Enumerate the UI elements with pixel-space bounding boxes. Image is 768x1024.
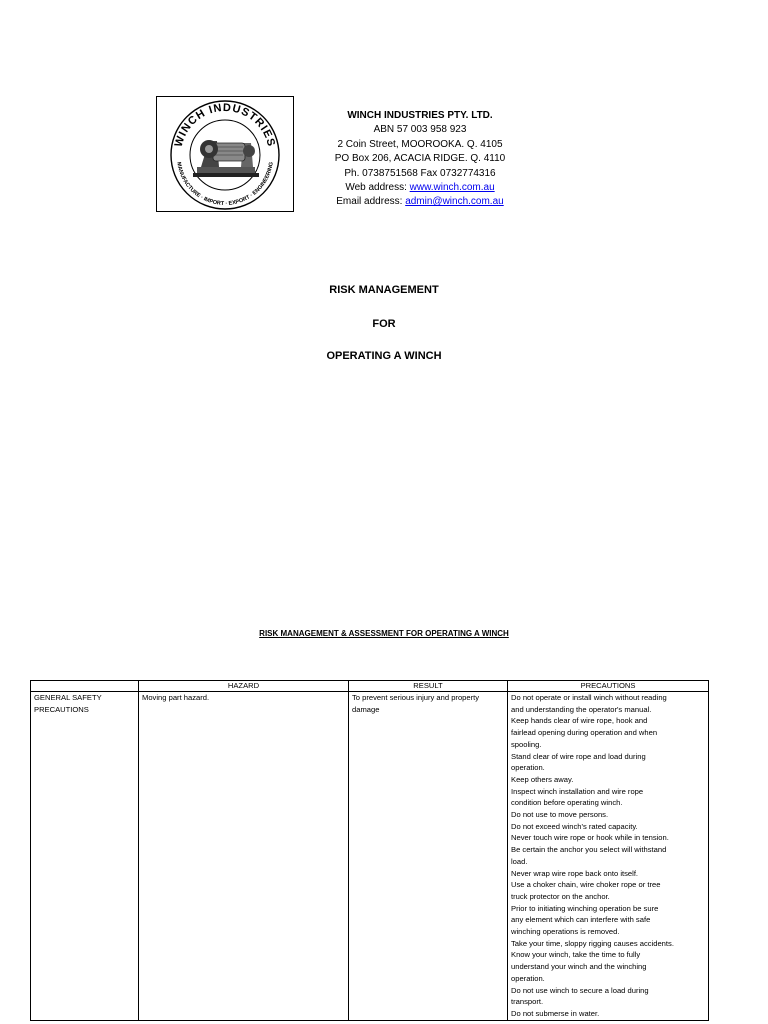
precaution-line: transport. [511, 997, 544, 1007]
precaution-line: condition before operating winch. [511, 798, 623, 808]
precaution-line: spooling. [511, 739, 542, 749]
company-phone: Ph. 0738751568 Fax 0732774316 [344, 167, 496, 179]
company-name: WINCH INDUSTRIES PTY. LTD. [347, 110, 493, 121]
precaution-line: Stand clear of wire rope and load during [511, 751, 646, 761]
precaution-line: Keep hands clear of wire rope, hook and [511, 716, 648, 726]
precaution-line: Do not submerse in water. [511, 1008, 600, 1018]
precaution-line: Be certain the anchor you select will withstand [511, 845, 667, 855]
logo-ring-text-bottom: MANUFACTURE · IMPORT · EXPORT · ENGINEERING [175, 161, 275, 208]
logo-ring-text-top: WINCH INDUSTRIES [172, 101, 278, 149]
precaution-line: fairlead opening during operation and when [511, 728, 658, 738]
title-line-3: OPERATING A WINCH [326, 350, 442, 362]
risk-table [30, 680, 709, 1021]
precaution-line: Prior to initiating winching operation be sure [511, 903, 659, 913]
web-link[interactable]: www.winch.com.au [409, 182, 495, 194]
row-hazard: Moving part hazard. [139, 692, 349, 1021]
company-web [320, 181, 520, 195]
precaution-line: Keep others away. [511, 774, 574, 784]
precaution-line: winching operations is removed. [511, 927, 620, 937]
precaution-line: operation. [511, 763, 545, 773]
precaution-line: load. [511, 856, 528, 866]
precaution-line: operation. [511, 973, 545, 983]
precaution-line: Never wrap wire rope back onto itself. [511, 868, 639, 878]
email-label: Email address: [336, 196, 406, 208]
header-category [31, 681, 139, 692]
precaution-line: Do not use winch to secure a load during [511, 985, 649, 995]
precaution-line: and understanding the operator's manual. [511, 704, 652, 714]
table-header-row [31, 681, 709, 692]
winch-logo-icon [157, 97, 293, 211]
title-line-2: FOR [372, 318, 396, 330]
company-email [320, 195, 520, 209]
precaution-line: Do not exceed winch's rated capacity. [511, 821, 638, 831]
precaution-line: Do not operate or install winch without reading [511, 693, 667, 702]
company-street: 2 Coin Street, MOOROOKA. Q. 4105 [337, 138, 503, 150]
precaution-line: Use a choker chain, wire choker rope or tree [511, 880, 661, 890]
email-link[interactable]: admin@winch.com.au [405, 196, 504, 208]
precaution-line: Know your winch, take the time to fully [511, 950, 641, 960]
winch-drawing [193, 140, 259, 177]
precaution-line: Inspect winch installation and wire rope [511, 786, 644, 796]
precaution-line: Never touch wire rope or hook while in tension. [511, 833, 669, 843]
precaution-line: Do not use to move persons. [511, 810, 609, 820]
company-abn: ABN 57 003 958 923 [373, 124, 467, 136]
precaution-line: any element which can interfere with safe [511, 915, 651, 925]
header-hazard: HAZARD [139, 681, 349, 692]
company-details [320, 109, 520, 210]
assessment-title: RISK MANAGEMENT & ASSESSMENT FOR OPERATING A WINCH [259, 629, 509, 638]
company-po-box: PO Box 206, ACACIA RIDGE. Q. 4110 [334, 153, 506, 165]
precaution-line: understand your winch and the winching [511, 962, 647, 972]
web-label: Web address: [345, 182, 410, 194]
header-precautions: PRECAUTIONS [508, 681, 709, 692]
precaution-line: Take your time, sloppy rigging causes accidents. [511, 938, 674, 948]
precaution-line: truck protector on the anchor. [511, 891, 610, 901]
row-precautions [508, 692, 709, 1021]
row-category: GENERAL SAFETY PRECAUTIONS [31, 692, 139, 1021]
table-row [31, 692, 709, 1021]
row-result: To prevent serious injury and property damage [349, 692, 508, 1021]
title-line-1: RISK MANAGEMENT [329, 284, 439, 296]
company-logo [156, 96, 294, 212]
header-result: RESULT [349, 681, 508, 692]
